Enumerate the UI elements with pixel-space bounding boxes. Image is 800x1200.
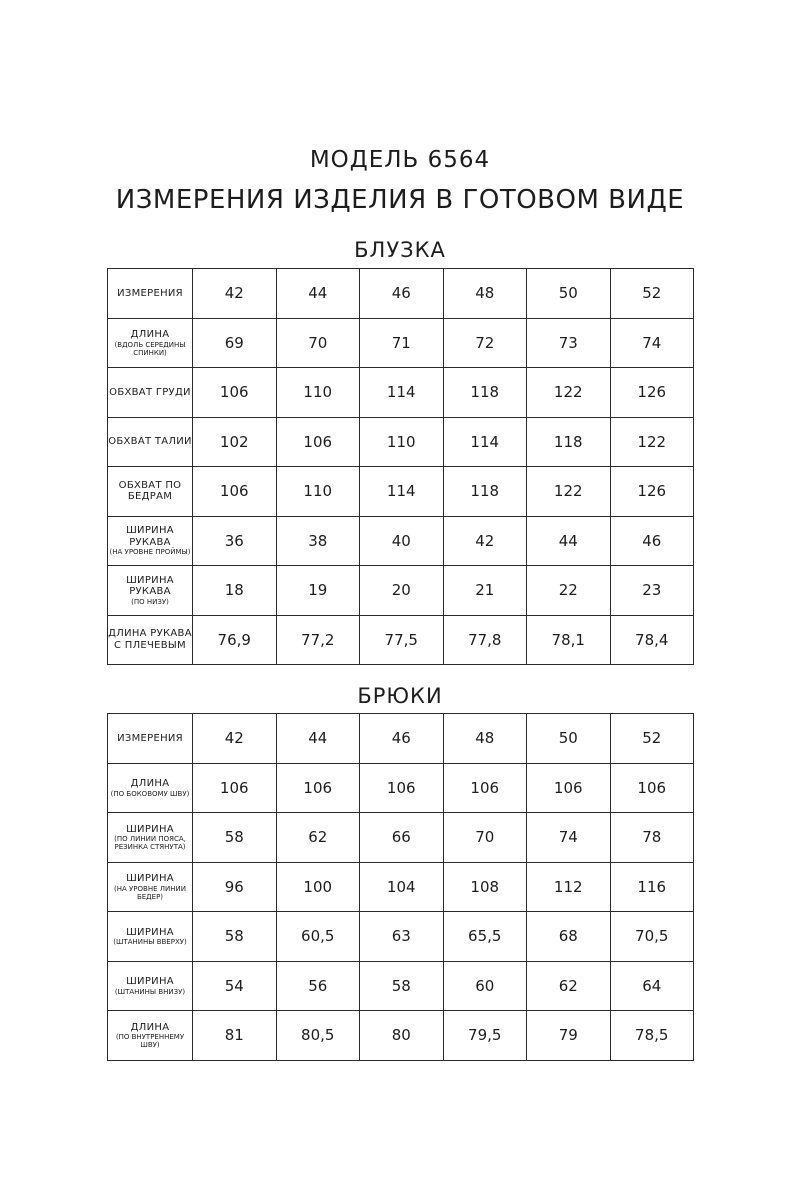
size-value-cell: 72	[443, 318, 527, 368]
row-label-text: ШИРИНА	[126, 823, 174, 835]
size-value-cell: 110	[276, 467, 360, 517]
row-label-text: ИЗМЕРЕНИЯ	[117, 732, 183, 744]
row-label	[108, 368, 193, 418]
size-value-cell: 126	[610, 368, 694, 418]
row-label-note: (НА УРОВНЕ ЛИНИИ БЕДЕР)	[114, 884, 186, 901]
size-value-cell: 63	[360, 912, 444, 962]
row-label-note: (ПО БОКОВОМУ ШВУ)	[110, 789, 190, 798]
size-value-cell: 106	[360, 763, 444, 813]
size-value-cell: 65,5	[443, 912, 527, 962]
row-label-note: (ШТАНИНЫ ВВЕРХУ)	[113, 938, 187, 946]
size-value-cell: 58	[360, 961, 444, 1011]
size-value-cell: 70	[443, 813, 527, 863]
size-value-cell: 96	[193, 862, 277, 912]
table-row	[108, 813, 694, 863]
row-label	[108, 467, 193, 517]
size-value-cell: 42	[193, 269, 277, 319]
size-value-cell: 44	[276, 269, 360, 319]
size-value-cell: 78,5	[610, 1011, 694, 1061]
size-value-cell: 77,5	[360, 615, 444, 665]
size-value-cell: 52	[610, 714, 694, 764]
size-value-cell: 74	[610, 318, 694, 368]
size-value-cell: 38	[276, 516, 360, 566]
table-row	[108, 862, 694, 912]
row-label	[108, 763, 193, 813]
size-value-cell: 118	[443, 368, 527, 418]
size-value-cell: 46	[360, 714, 444, 764]
size-value-cell: 78,1	[527, 615, 611, 665]
size-value-cell: 70,5	[610, 912, 694, 962]
table-row	[108, 566, 694, 616]
size-value-cell: 114	[360, 368, 444, 418]
table-row	[108, 368, 694, 418]
table-row	[108, 318, 694, 368]
size-value-cell: 118	[527, 417, 611, 467]
model-title: МОДЕЛЬ 6564	[309, 147, 491, 173]
size-value-cell: 46	[360, 269, 444, 319]
row-label	[108, 714, 193, 764]
row-label-text: ДЛИНА	[130, 1021, 170, 1033]
row-label	[108, 318, 193, 368]
table-row	[108, 912, 694, 962]
blouse-section-title: БЛУЗКА	[354, 238, 446, 262]
size-value-cell: 68	[527, 912, 611, 962]
size-value-cell: 50	[527, 714, 611, 764]
pants-size-table	[107, 713, 694, 1061]
size-value-cell: 106	[276, 417, 360, 467]
size-value-cell: 66	[360, 813, 444, 863]
size-value-cell: 48	[443, 714, 527, 764]
size-value-cell: 54	[193, 961, 277, 1011]
size-value-cell: 116	[610, 862, 694, 912]
size-value-cell: 46	[610, 516, 694, 566]
table-row	[108, 516, 694, 566]
row-label-text: ДЛИНА	[130, 778, 170, 789]
size-value-cell: 112	[527, 862, 611, 912]
size-value-cell: 64	[610, 961, 694, 1011]
table-row	[108, 1011, 694, 1061]
size-value-cell: 102	[193, 417, 277, 467]
size-value-cell: 114	[360, 467, 444, 517]
size-value-cell: 78	[610, 813, 694, 863]
row-label-text: ШИРИНА	[126, 926, 174, 938]
row-label-text: ОБХВАТ ПО БЕДРАМ	[118, 479, 182, 503]
size-value-cell: 122	[527, 368, 611, 418]
size-value-cell: 73	[527, 318, 611, 368]
size-value-cell: 44	[527, 516, 611, 566]
row-label	[108, 566, 193, 616]
size-value-cell: 74	[527, 813, 611, 863]
row-label-text: ШИРИНА	[126, 873, 174, 884]
table-row	[108, 269, 694, 319]
size-value-cell: 20	[360, 566, 444, 616]
size-value-cell: 108	[443, 862, 527, 912]
size-value-cell: 80,5	[276, 1011, 360, 1061]
row-label	[108, 417, 193, 467]
size-value-cell: 22	[527, 566, 611, 616]
size-value-cell: 44	[276, 714, 360, 764]
size-value-cell: 122	[610, 417, 694, 467]
size-value-cell: 36	[193, 516, 277, 566]
size-value-cell: 58	[193, 813, 277, 863]
row-label	[108, 516, 193, 566]
size-value-cell: 40	[360, 516, 444, 566]
size-value-cell: 106	[193, 467, 277, 517]
row-label	[108, 912, 193, 962]
row-label-text: ОБХВАТ ТАЛИИ	[108, 436, 192, 447]
row-label-text: ДЛИНА РУКАВА С ПЛЕЧЕВЫМ	[108, 628, 192, 651]
row-label-text: ШИРИНА	[126, 976, 174, 987]
row-label	[108, 1011, 193, 1061]
size-value-cell: 80	[360, 1011, 444, 1061]
row-label	[108, 615, 193, 665]
size-value-cell: 23	[610, 566, 694, 616]
size-value-cell: 106	[193, 368, 277, 418]
size-value-cell: 106	[527, 763, 611, 813]
row-label	[108, 269, 193, 319]
size-value-cell: 69	[193, 318, 277, 368]
row-label-text: ИЗМЕРЕНИЯ	[117, 287, 183, 299]
size-value-cell: 104	[360, 862, 444, 912]
size-value-cell: 56	[276, 961, 360, 1011]
size-value-cell: 76,9	[193, 615, 277, 665]
row-label-note: (ПО НИЗУ)	[131, 597, 169, 606]
size-value-cell: 79,5	[443, 1011, 527, 1061]
size-value-cell: 106	[276, 763, 360, 813]
table-row	[108, 763, 694, 813]
size-value-cell: 60	[443, 961, 527, 1011]
row-label-note: (ШТАНИНЫ ВНИЗУ)	[114, 987, 186, 996]
table-row	[108, 417, 694, 467]
size-value-cell: 106	[443, 763, 527, 813]
size-value-cell: 78,4	[610, 615, 694, 665]
row-label-text: ДЛИНА	[130, 329, 170, 340]
size-value-cell: 70	[276, 318, 360, 368]
size-value-cell: 42	[193, 714, 277, 764]
size-value-cell: 42	[443, 516, 527, 566]
size-value-cell: 71	[360, 318, 444, 368]
row-label-text: ШИРИНА РУКАВА	[126, 525, 174, 548]
size-value-cell: 60,5	[276, 912, 360, 962]
table-row	[108, 961, 694, 1011]
size-value-cell: 21	[443, 566, 527, 616]
size-value-cell: 62	[527, 961, 611, 1011]
size-value-cell: 126	[610, 467, 694, 517]
row-label-note: (ВДОЛЬ СЕРЕДИНЫ СПИНКИ)	[114, 340, 186, 357]
row-label	[108, 862, 193, 912]
size-value-cell: 122	[527, 467, 611, 517]
row-label-note: (НА УРОВНЕ ПРОЙМЫ)	[109, 548, 191, 557]
size-value-cell: 50	[527, 269, 611, 319]
size-value-cell: 110	[360, 417, 444, 467]
page-title: ИЗМЕРЕНИЯ ИЗДЕЛИЯ В ГОТОВОМ ВИДЕ	[115, 185, 685, 215]
size-value-cell: 100	[276, 862, 360, 912]
size-value-cell: 77,2	[276, 615, 360, 665]
size-value-cell: 52	[610, 269, 694, 319]
table-row	[108, 467, 694, 517]
size-value-cell: 62	[276, 813, 360, 863]
size-value-cell: 106	[610, 763, 694, 813]
size-value-cell: 48	[443, 269, 527, 319]
size-value-cell: 19	[276, 566, 360, 616]
table-row	[108, 714, 694, 764]
row-label-note: (ПО ВНУТРЕННЕМУ ШВУ)	[115, 1033, 185, 1049]
row-label-text: ОБХВАТ ГРУДИ	[109, 386, 191, 398]
row-label	[108, 813, 193, 863]
blouse-size-table	[107, 268, 694, 665]
size-value-cell: 114	[443, 417, 527, 467]
table-row	[108, 615, 694, 665]
size-value-cell: 58	[193, 912, 277, 962]
row-label-note: (ПО ЛИНИИ ПОЯСА, РЕЗИНКА СТЯНУТА)	[114, 835, 186, 851]
size-value-cell: 118	[443, 467, 527, 517]
row-label-text: ШИРИНА РУКАВА	[126, 574, 174, 598]
size-value-cell: 79	[527, 1011, 611, 1061]
pants-section-title: БРЮКИ	[357, 684, 443, 708]
size-value-cell: 18	[193, 566, 277, 616]
size-value-cell: 110	[276, 368, 360, 418]
row-label	[108, 961, 193, 1011]
size-value-cell: 77,8	[443, 615, 527, 665]
size-value-cell: 106	[193, 763, 277, 813]
size-value-cell: 81	[193, 1011, 277, 1061]
